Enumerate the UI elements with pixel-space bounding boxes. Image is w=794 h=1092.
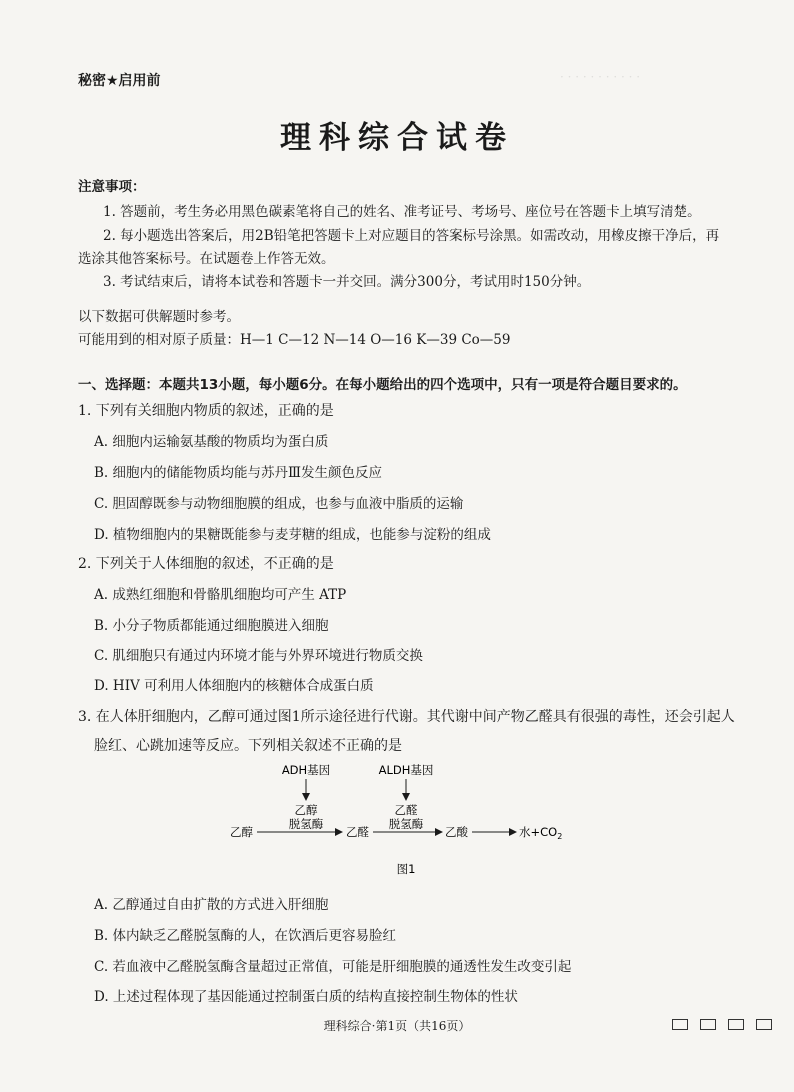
data-intro: 以下数据可供解题时参考。 xyxy=(78,309,240,325)
question-3-option-d: D. 上述过程体现了基因能通过控制蛋白质的结构直接控制生物体的性状 xyxy=(94,989,518,1005)
figure-caption: 图1 xyxy=(396,862,416,876)
question-2-option-c: C. 肌细胞只有通过内环境才能与外界环境进行物质交换 xyxy=(94,648,423,664)
bleed-through-text: · · · · · · · · · · · xyxy=(560,70,641,84)
note-item-1: 1. 答题前，考生务必用黑色碳素笔将自己的姓名、准考证号、考场号、座位号在答题卡上填写清楚。 xyxy=(103,204,701,220)
footer-boxes xyxy=(672,1019,772,1030)
question-3-stem-line-1: 3. 在人体肝细胞内，乙醇可通过图1所示途径进行代谢。其代谢中间产物乙醛具有很强的毒性，还会引起人 xyxy=(78,709,735,725)
question-2-option-b: B. 小分子物质都能通过细胞膜进入细胞 xyxy=(94,618,329,634)
question-1-option-d: D. 植物细胞内的果糖既能参与麦芽糖的组成，也能参与淀粉的组成 xyxy=(94,527,491,543)
enzyme-2-line-1: 乙醛 xyxy=(394,803,418,817)
question-2-option-d: D. HIV 可利用人体细胞内的核糖体合成蛋白质 xyxy=(94,678,374,694)
question-3-option-c: C. 若血液中乙醛脱氢酶含量超过正常值，可能是肝细胞膜的通透性发生改变引起 xyxy=(94,959,572,975)
footer-box xyxy=(672,1019,688,1030)
section-heading: 一、选择题：本题共13小题，每小题6分。在每小题给出的四个选项中，只有一项是符合题目要求的。 xyxy=(78,377,687,393)
question-1-stem: 1. 下列有关细胞内物质的叙述，正确的是 xyxy=(78,403,334,419)
notes-heading: 注意事项： xyxy=(78,179,146,195)
pathway-node-acetic-acid: 乙酸 xyxy=(445,825,468,839)
question-1-option-b: B. 细胞内的储能物质均能与苏丹Ⅲ发生颜色反应 xyxy=(94,465,383,481)
note-item-3: 3. 考试结束后，请将本试卷和答题卡一并交回。满分300分，考试用时150分钟。 xyxy=(103,274,591,290)
atomic-mass-line: 可能用到的相对原子质量：H—1 C—12 N—14 O—16 K—39 Co—59 xyxy=(78,332,511,348)
question-2-stem: 2. 下列关于人体细胞的叙述，不正确的是 xyxy=(78,556,334,572)
question-3-option-b: B. 体内缺乏乙醛脱氢酶的人，在饮酒后更容易脸红 xyxy=(94,928,397,944)
gene-aldh-label: ALDH基因 xyxy=(378,763,434,777)
footer-box xyxy=(728,1019,744,1030)
figure-1-metabolic-pathway xyxy=(230,760,570,880)
question-2-option-a: A. 成熟红细胞和骨骼肌细胞均可产生 ATP xyxy=(94,587,347,603)
footer-box xyxy=(756,1019,772,1030)
page-title: 理科综合试卷 xyxy=(280,120,514,156)
enzyme-1-line-1: 乙醇 xyxy=(294,803,318,817)
confidential-label: 秘密★启用前 xyxy=(78,73,161,89)
question-3-stem-line-2: 脸红、心跳加速等反应。下列相关叙述不正确的是 xyxy=(94,738,402,754)
page-footer: 理科综合·第1页（共16页） xyxy=(323,1019,471,1033)
question-1-option-c: C. 胆固醇既参与动物细胞膜的组成，也参与血液中脂质的运输 xyxy=(94,496,464,512)
figure-1-svg xyxy=(230,760,570,880)
gene-adh-label: ADH基因 xyxy=(281,763,331,777)
pathway-node-acetaldehyde: 乙醛 xyxy=(346,825,369,839)
pathway-node-ethanol: 乙醇 xyxy=(230,825,253,839)
footer-box xyxy=(700,1019,716,1030)
enzyme-1-line-2: 脱氢酶 xyxy=(288,817,324,831)
pathway-node-water-co2: 水$+CO_2$ xyxy=(519,825,563,841)
note-item-2-cont: 选涂其他答案标号。在试题卷上作答无效。 xyxy=(78,251,335,267)
note-item-2: 2. 每小题选出答案后，用2B铅笔把答题卡上对应题目的答案标号涂黑。如需改动，用橡皮擦干净后，再 xyxy=(103,228,720,244)
enzyme-2-line-2: 脱氢酶 xyxy=(388,817,424,831)
question-1-option-a: A. 细胞内运输氨基酸的物质均为蛋白质 xyxy=(94,434,329,450)
question-3-option-a: A. 乙醇通过自由扩散的方式进入肝细胞 xyxy=(94,897,329,913)
